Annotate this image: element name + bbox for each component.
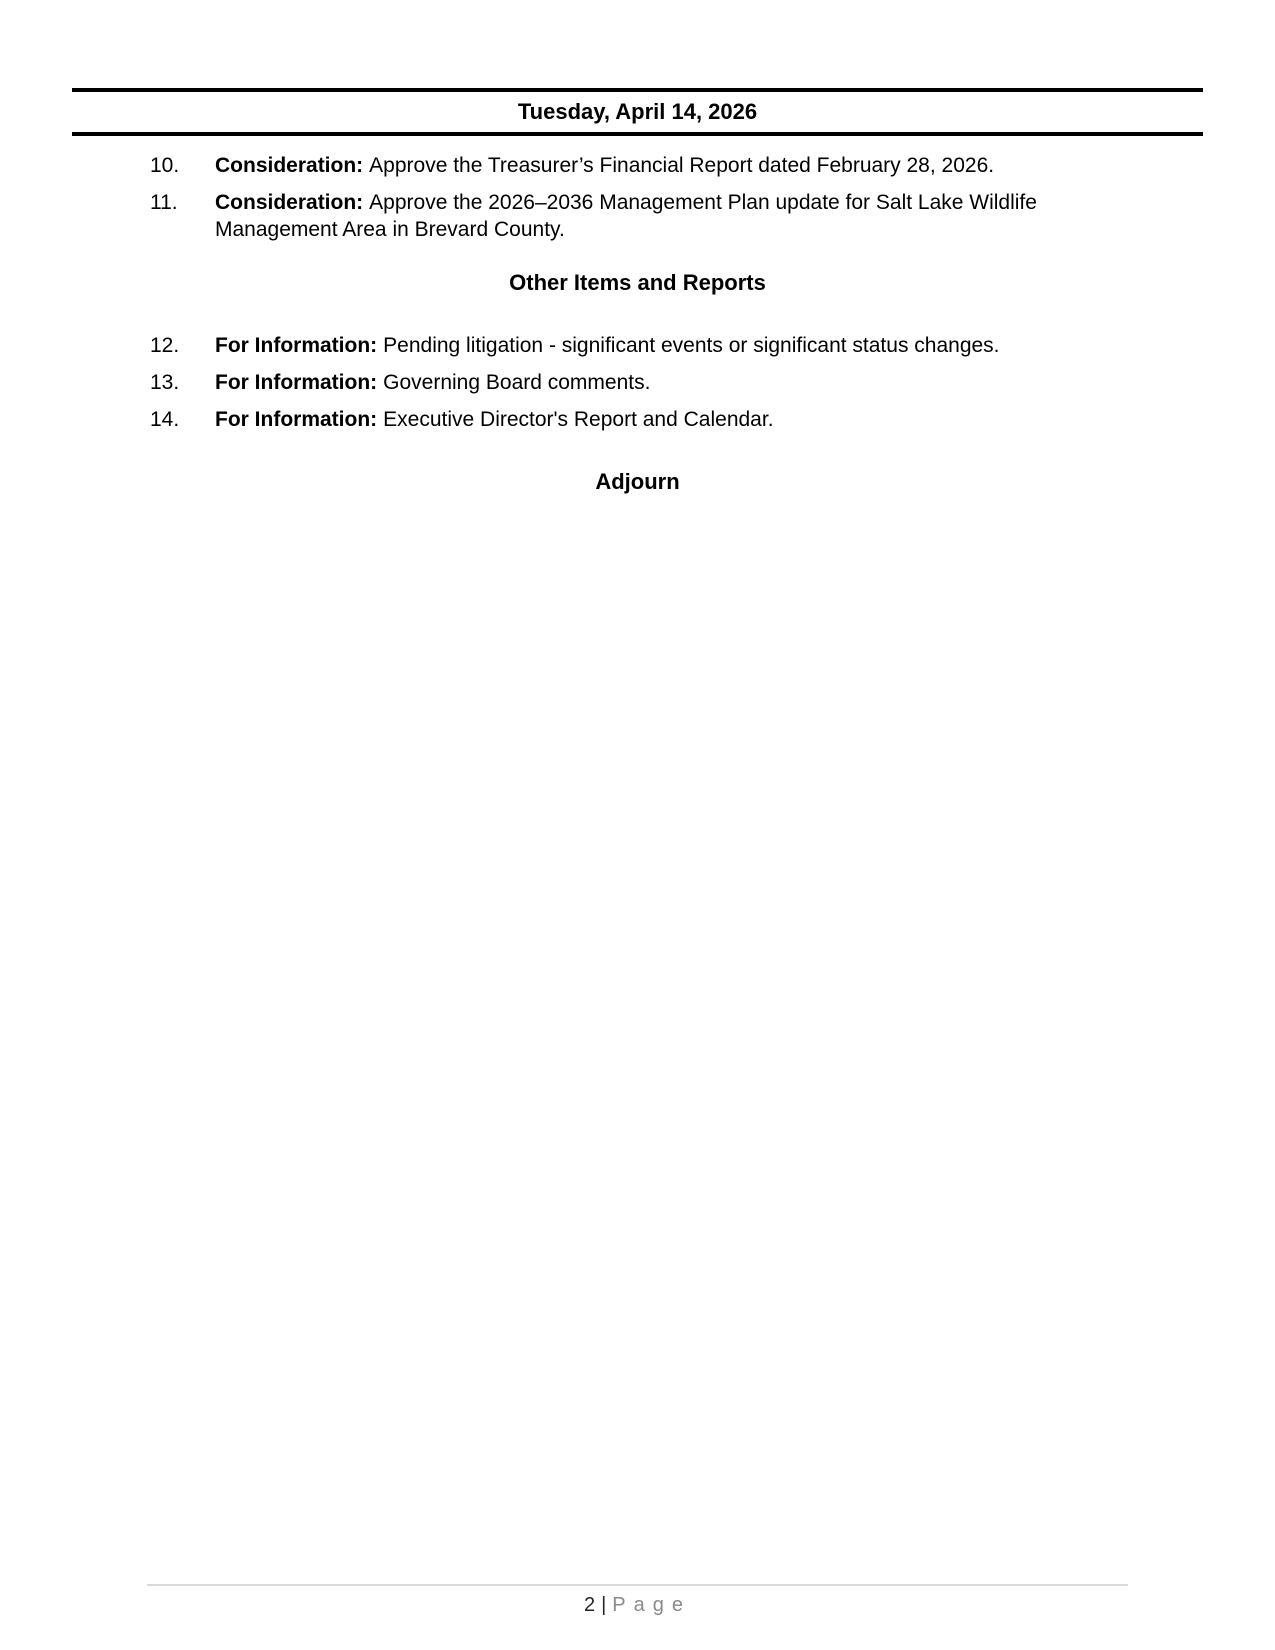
footer-page-number: 2 bbox=[583, 1594, 596, 1616]
item-number: 13. bbox=[150, 371, 180, 394]
item-label: For Information: bbox=[215, 334, 378, 357]
date-header-band bbox=[72, 88, 1203, 136]
item-body: Approve the 2026–2036 Management Plan update for Salt Lake Wildlife Management Area in Brevard County. bbox=[215, 191, 1037, 241]
item-text bbox=[215, 332, 1125, 359]
agenda-content bbox=[150, 152, 1125, 495]
item-number: 12. bbox=[150, 334, 180, 357]
adjourn-heading: Adjourn bbox=[595, 469, 680, 494]
item-number: 11. bbox=[150, 191, 178, 214]
item-text bbox=[215, 369, 1125, 396]
item-number: 14. bbox=[150, 408, 180, 431]
item-text bbox=[215, 406, 1125, 433]
agenda-item-10 bbox=[150, 152, 1125, 179]
footer-page-word: Page bbox=[612, 1594, 692, 1616]
agenda-item-13 bbox=[150, 369, 1125, 396]
item-body: Governing Board comments. bbox=[383, 371, 651, 394]
date-header-title: Tuesday, April 14, 2026 bbox=[517, 99, 758, 124]
item-body: Executive Director's Report and Calendar. bbox=[383, 408, 774, 431]
item-label: For Information: bbox=[215, 408, 378, 431]
item-body: Approve the Treasurer’s Financial Report dated February 28, 2026. bbox=[369, 154, 995, 177]
item-text bbox=[215, 189, 1125, 243]
section-heading-other-items: Other Items and Reports bbox=[509, 270, 766, 295]
item-body: Pending litigation - significant events or significant status changes. bbox=[383, 334, 1000, 357]
item-label: Consideration: bbox=[215, 154, 364, 177]
item-label: Consideration: bbox=[215, 191, 364, 214]
agenda-item-14 bbox=[150, 406, 1125, 433]
item-text bbox=[215, 152, 1125, 179]
agenda-item-11 bbox=[150, 189, 1125, 243]
agenda-item-12 bbox=[150, 332, 1125, 359]
item-number: 10. bbox=[150, 154, 180, 177]
footer-separator: | bbox=[601, 1594, 607, 1616]
page-footer bbox=[147, 1584, 1128, 1617]
item-label: For Information: bbox=[215, 371, 378, 394]
